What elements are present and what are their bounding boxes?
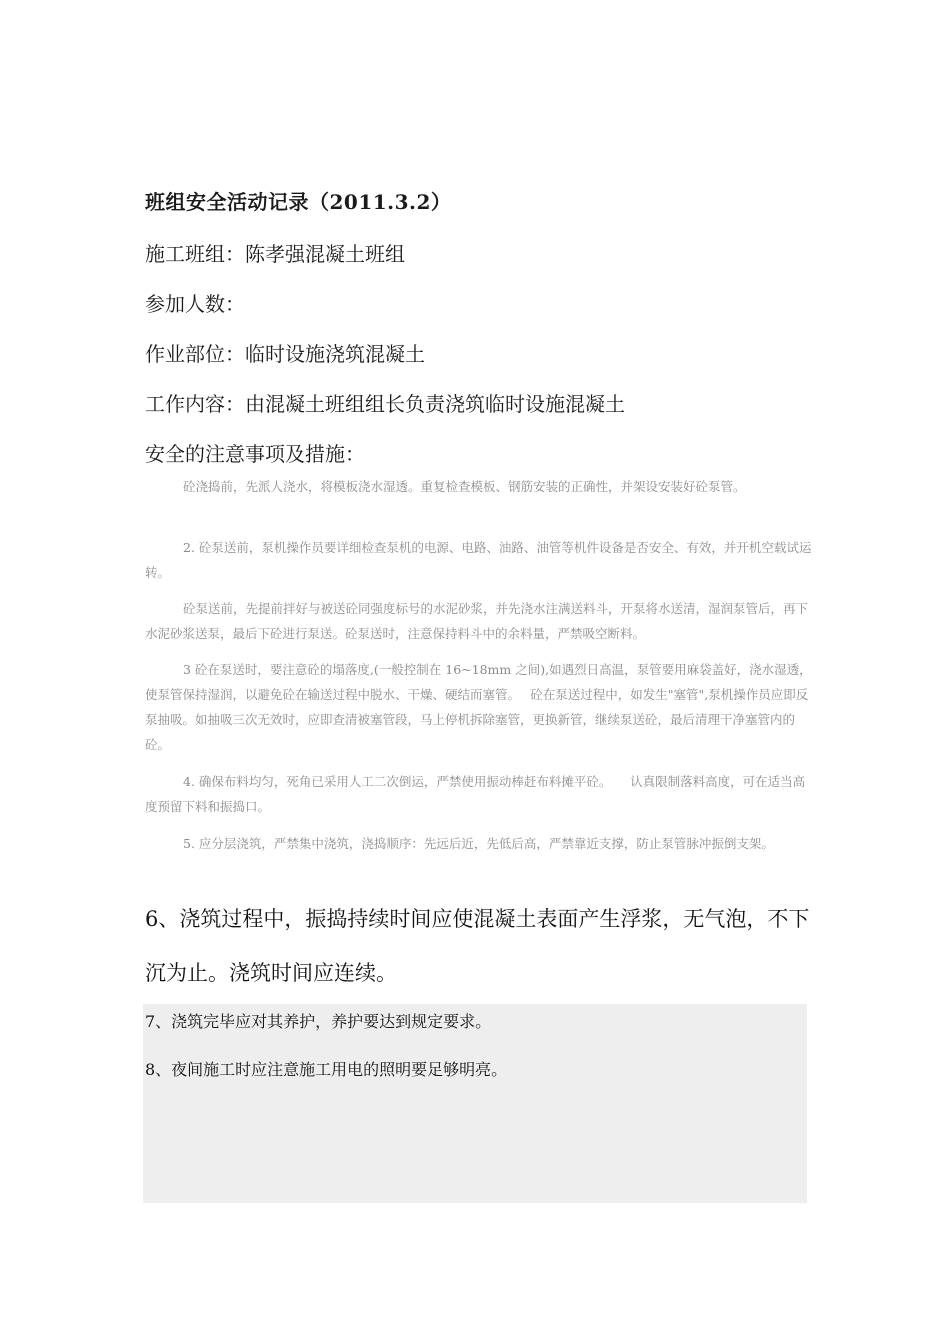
location-field: 作业部位：临时设施浇筑混凝土: [145, 342, 425, 366]
precaution-item-3: 3 砼在泵送时，要注意砼的塌落度,(一般控制在 16~18mm 之间),如遇烈日高温，泵管要用麻袋盖好，浇水湿透，使泵管保持湿润，以避免砼在输送过程中脱水、干燥、硬结而塞管。 砼在泵送过程中，如发生"塞管",泵机操作员应即反泵抽吸。如抽吸三次无效时，应即查清被塞管段，马上停机拆除塞管，更换新管，继续泵送砼，最后清理干净塞管内的砼。: [145, 662, 812, 752]
team-field: 施工班组：陈孝强混凝土班组: [145, 242, 405, 266]
work-content-field: 工作内容：由混凝土班组组长负责浇筑临时设施混凝土: [145, 392, 625, 416]
precaution-item-7: 7、浇筑完毕应对其养护，养护要达到规定要求。: [145, 1012, 492, 1031]
precautions-heading: 安全的注意事项及措施：: [145, 442, 365, 466]
precaution-item-2: 2. 砼泵送前，泵机操作员要详细检查泵机的电源、电路、油路、油管等机件设备是否安全、有效，并开机空载试运转。: [145, 540, 812, 580]
participants-field: 参加人数：: [145, 292, 245, 316]
shaded-block: [143, 1004, 807, 1203]
precaution-item-6: 6、浇筑过程中，振捣持续时间应使混凝土表面产生浮浆，无气泡，不下沉为止。浇筑时间应连续。: [145, 907, 810, 985]
precaution-item-4: 4. 确保布料均匀，死角已采用人工二次倒运，严禁使用振动棒赶布料摊平砼。 认真限制落料高度，可在适当高度预留下料和振捣口。: [145, 774, 806, 814]
document-title: 班组安全活动记录（2011.3.2）: [145, 190, 452, 214]
precaution-item-5: 5. 应分层浇筑，严禁集中浇筑，浇捣顺序：先远后近，先低后高，严禁靠近支撑，防止泵管脉冲振倒支架。: [183, 836, 774, 851]
precaution-item-2b: 砼泵送前，先提前拌好与被送砼同强度标号的水泥砂浆，并先浇水注满送料斗，开泵将水送清，湿润泵管后，再下水泥砂浆送泵，最后下砼进行泵送。砼泵送时，注意保持料斗中的余料量，严禁吸空断料。: [145, 601, 809, 641]
precaution-item-8: 8、夜间施工时应注意施工用电的照明要足够明亮。: [145, 1060, 508, 1079]
precaution-item-1: 砼浇捣前，先派人浇水，将模板浇水湿透。重复检查模板、钢筋安装的正确性，并架设安装好砼泵管。: [183, 479, 746, 494]
